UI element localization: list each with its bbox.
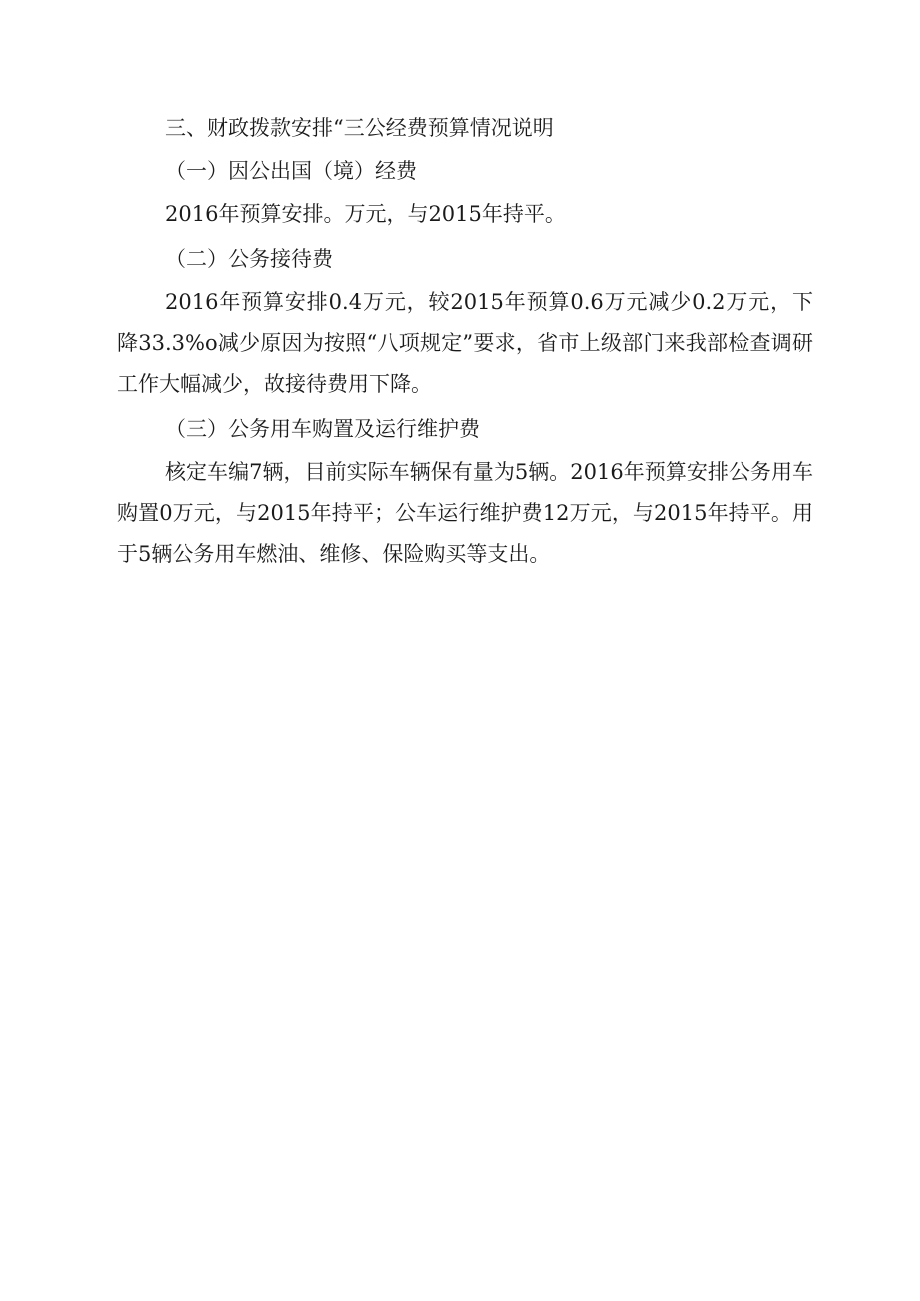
subsection-body-vehicles: 核定车编7辆，目前实际车辆保有量为5辆。2016年预算安排公务用车购置0万元，与2015年持平；公车运行维护费12万元，与2015年持平。用于5辆公务用车燃油、维修、保险购买等支出。 bbox=[117, 460, 813, 566]
subsection-body-travel-abroad: 2016年预算安排。万元，与2015年持平。 bbox=[165, 202, 566, 226]
section-heading: 三、财政拨款安排“三公经费预算情况说明 bbox=[165, 116, 554, 140]
subsection-title-vehicles: （三）公务用车购置及运行维护费 bbox=[165, 417, 480, 441]
document-body bbox=[117, 108, 813, 579]
subsection-title-travel-abroad: （一）因公出国（境）经费 bbox=[165, 159, 417, 183]
subsection-title-reception: （二）公务接待费 bbox=[165, 247, 333, 271]
subsection-body-reception: 2016年预算安排0.4万元，较2015年预算0.6万元减少0.2万元，下降33.3%o减少原因为按照“八项规定”要求，省市上级部门来我部检查调研工作大幅减少，故接待费用下降。 bbox=[117, 290, 813, 396]
